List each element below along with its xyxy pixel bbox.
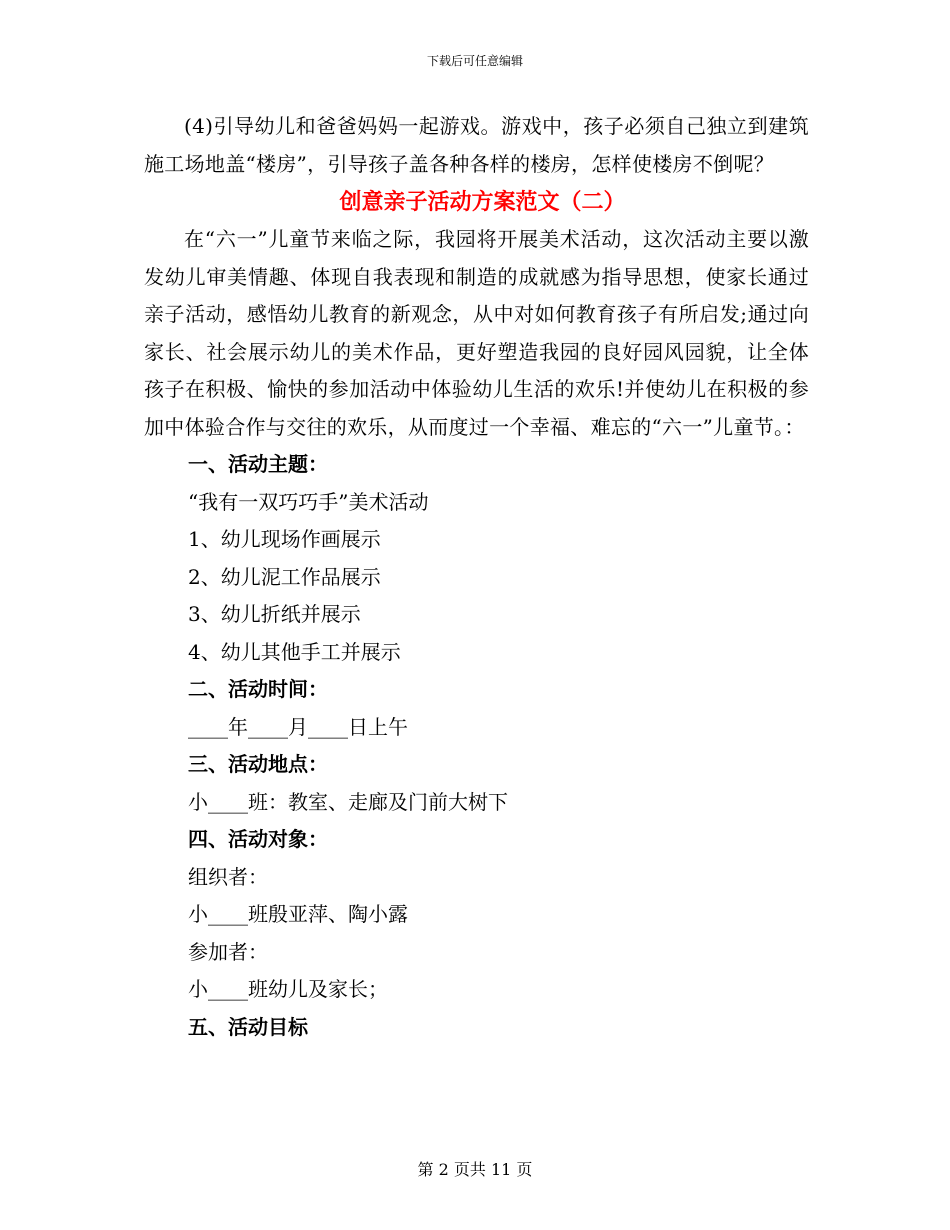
list-item: 3、幼儿折纸并展示 bbox=[188, 602, 361, 626]
time-text: ____年____月____日上午 bbox=[188, 714, 408, 739]
heading-activity-theme: 一、活动主题： bbox=[188, 452, 328, 476]
page-footer: 第 2 页共 11 页 bbox=[417, 1160, 533, 1179]
organizer-label: 组织者： bbox=[188, 864, 268, 889]
heading-activity-participants: 四、活动对象： bbox=[188, 827, 328, 851]
body-paragraph: 在“六一”儿童节来临之际，我园将开展美术活动，这次活动主要以激发幼儿审美情趣、体现自我表现和制造的成就感为指导思想，使家长通过亲子活动，感悟幼儿教育的新观念，从中对如何教育孩子有所启发;通过向家长、社会展示幼儿的美术作品，更好塑造我园的良好园风园貌，让全体孩子在积极、愉快的参加活动中体验幼儿生活的欢乐!并使幼儿在积极的参加中体验合作与交往的欢乐，从而度过一个幸福、难忘的“六一”儿童节。： bbox=[144, 227, 809, 439]
participant-text: 小____班幼儿及家长； bbox=[188, 977, 388, 1001]
document-body bbox=[144, 108, 809, 1046]
organizer-text: 小____班殷亚萍、陶小露 bbox=[188, 902, 408, 926]
page-header: 下载后可任意编辑 bbox=[426, 54, 523, 68]
heading-activity-location: 三、活动地点： bbox=[188, 752, 328, 776]
list-item: 1、幼儿现场作画展示 bbox=[188, 527, 381, 551]
list-item: 4、幼儿其他手工并展示 bbox=[188, 639, 401, 664]
participant-label: 参加者： bbox=[188, 939, 268, 964]
heading-activity-time: 二、活动时间： bbox=[188, 677, 328, 701]
section-title: 创意亲子活动方案范文（二） bbox=[339, 189, 626, 215]
intro-paragraph: (4)引导幼儿和爸爸妈妈一起游戏。游戏中，孩子必须自己独立到建筑施工场地盖“楼房”，引导孩子盖各种各样的楼房，怎样使楼房不倒呢？ bbox=[144, 114, 809, 176]
heading-activity-goals: 五、活动目标 bbox=[188, 1014, 308, 1039]
location-text: 小____班：教室、走廊及门前大树下 bbox=[188, 789, 508, 814]
theme-text: “我有一双巧巧手”美术活动 bbox=[188, 489, 429, 514]
list-item: 2、幼儿泥工作品展示 bbox=[188, 564, 381, 589]
